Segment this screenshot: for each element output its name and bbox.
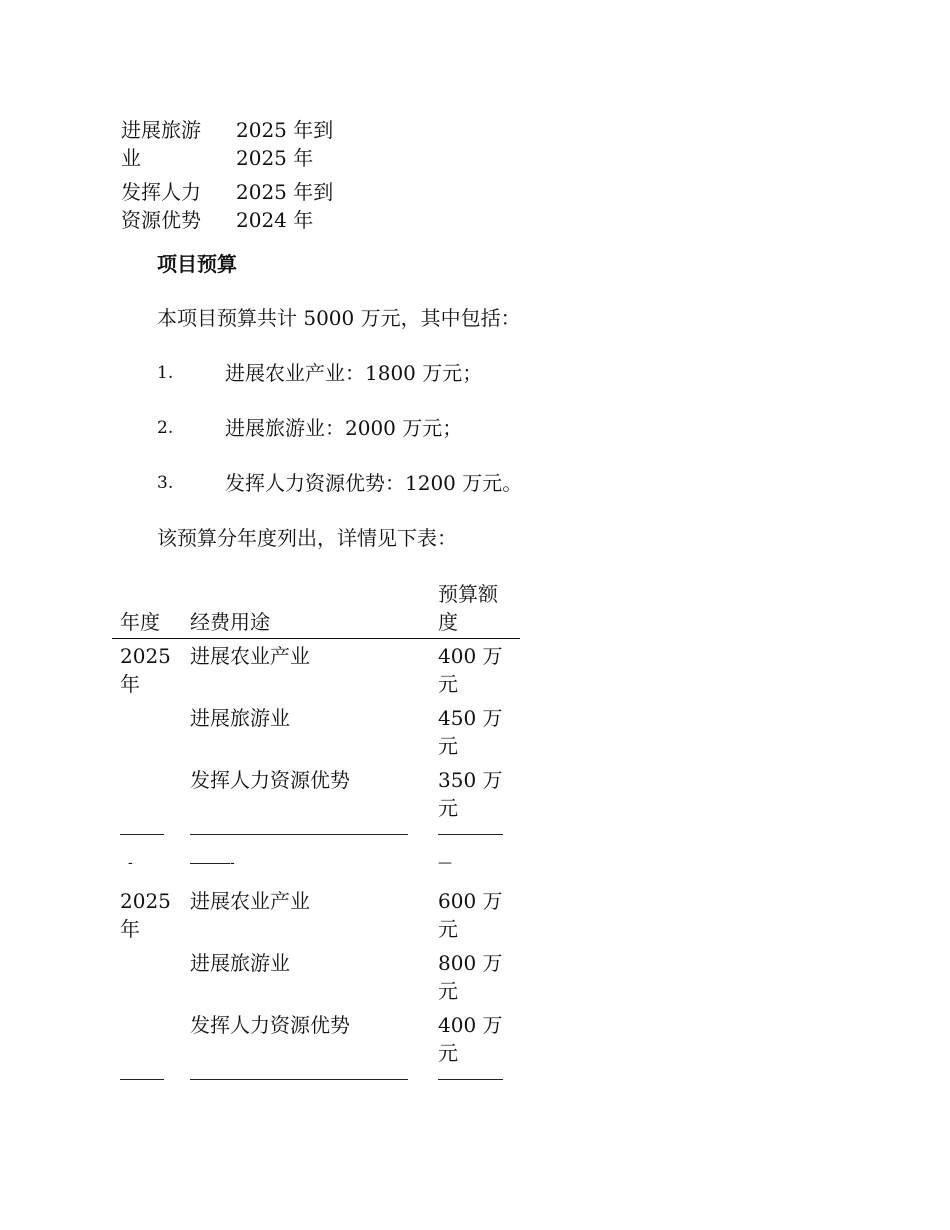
list-number: 2. (157, 418, 174, 438)
table-row (112, 887, 520, 943)
separator-row (112, 828, 520, 884)
cell-amount: 450 万元 (438, 706, 503, 758)
table-row (112, 1011, 520, 1067)
list-text: 进展农业产业：1800 万元； (225, 361, 483, 385)
separator-line (438, 1079, 503, 1080)
list-number: 1. (157, 363, 174, 383)
table-row (112, 642, 520, 698)
budget-item-list (157, 359, 522, 524)
schedule-item-name: 进展旅游业 (121, 118, 201, 170)
separator-line (190, 834, 408, 835)
cell-year-empty (120, 704, 172, 760)
separator-line (120, 1079, 164, 1080)
separator-line (190, 1079, 408, 1080)
schedule-item-time: 2025 年到 2025 年 (236, 118, 334, 170)
separator-line (120, 834, 164, 835)
header-use: 经费用途 (190, 610, 270, 634)
budget-table (112, 580, 520, 1103)
cell-use: 发挥人力资源优势 (190, 1013, 350, 1037)
table-intro-paragraph: 该预算分年度列出，详情见下表： (157, 526, 457, 550)
separator-row (112, 1073, 520, 1103)
cell-year: 2025 年 (120, 889, 171, 941)
cell-year-empty (120, 1011, 172, 1067)
cell-amount: 400 万元 (438, 1013, 503, 1065)
schedule-item-name: 发挥人力资源优势 (121, 180, 201, 232)
schedule-table (121, 116, 361, 240)
header-year: 年度 (120, 610, 160, 634)
list-number: 3. (157, 473, 174, 493)
table-row (112, 949, 520, 1005)
table-header (112, 580, 520, 639)
cell-use: 进展农业产业 (190, 644, 310, 668)
schedule-item-time: 2025 年到 2024 年 (236, 180, 334, 232)
cell-amount: 600 万元 (438, 889, 503, 941)
separator-mark: — (438, 855, 452, 871)
cell-amount: 350 万元 (438, 768, 503, 820)
cell-use: 发挥人力资源优势 (190, 768, 350, 792)
cell-amount: 400 万元 (438, 644, 503, 696)
separator-mark (190, 856, 235, 870)
list-item (157, 469, 522, 524)
list-item (157, 414, 522, 469)
section-title: 项目预算 (157, 252, 237, 276)
schedule-row (121, 116, 361, 172)
cell-year-empty (120, 949, 172, 1005)
cell-amount: 800 万元 (438, 951, 503, 1003)
separator-mark-text: - (230, 855, 235, 871)
table-row (112, 766, 520, 822)
cell-use: 进展旅游业 (190, 706, 290, 730)
list-item (157, 359, 522, 414)
separator-mark: - (128, 855, 133, 871)
header-amount: 预算额度 (438, 582, 498, 634)
list-text: 进展旅游业：2000 万元； (225, 416, 463, 440)
schedule-row (121, 178, 361, 234)
list-text: 发挥人力资源优势：1200 万元。 (225, 471, 523, 495)
intro-paragraph: 本项目预算共计 5000 万元，其中包括： (157, 306, 521, 330)
separator-line (438, 834, 503, 835)
cell-year-empty (120, 766, 172, 822)
cell-year: 2025 年 (120, 644, 171, 696)
cell-use: 进展旅游业 (190, 951, 290, 975)
table-row (112, 704, 520, 760)
cell-use: 进展农业产业 (190, 889, 310, 913)
